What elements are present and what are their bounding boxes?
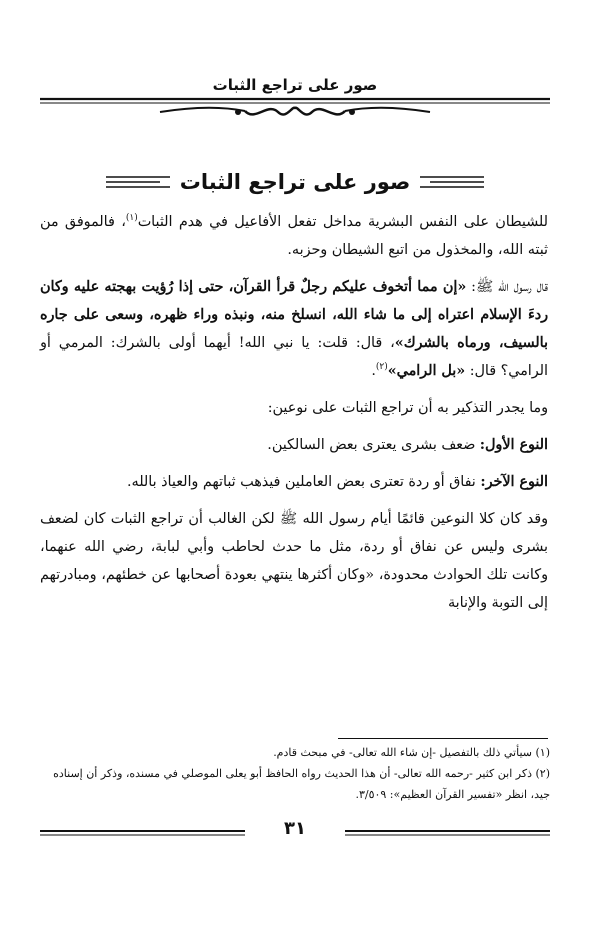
footnotes <box>40 742 550 805</box>
section-title-text: صور على تراجع الثبات <box>179 170 411 194</box>
paragraph-text: للشيطان على النفس البشرية مداخل تفعل الأفاعيل في هدم الثبات <box>137 214 548 230</box>
footnote-separator <box>338 738 548 739</box>
title-ornament-left <box>106 173 170 191</box>
paragraph-text: نفاق أو ردة تعترى بعض العاملين فيذهب ثباتهم والعياذ بالله. <box>126 474 481 490</box>
footnote-ref[interactable]: (٢) <box>375 362 388 373</box>
paragraph <box>40 208 548 264</box>
footnote: (١) سيأتي ذلك بالتفصيل -إن شاء الله تعالى- في مبحث قادم. <box>273 746 550 759</box>
body-text <box>40 208 548 626</box>
page-number: ٣١ <box>245 818 345 839</box>
paragraph-text: ، فالموفق من ثبته الله، والمخذول من اتبع الشيطان وحزبه. <box>40 214 548 258</box>
running-header: صور على تراجع الثبات <box>212 76 378 94</box>
footnote-ref[interactable]: (١) <box>125 213 138 224</box>
paragraph <box>40 468 548 496</box>
paragraph <box>40 431 548 459</box>
header-ornament <box>40 94 550 124</box>
paragraph-text: . <box>371 363 376 379</box>
hadith-answer: «بل الرامي» <box>387 363 466 379</box>
section-title <box>40 162 550 202</box>
paragraph: وقد كان كلا النوعين قائمًا أيام رسول الله ﷺ لكن الغالب أن تراجع الثبات كان لضعف بشرى وليس عن نفاق أو ردة، مثل ما حدث لحاطب وأبي لبابة، رضي الله عنهما، وكانت تلك الحوادث محدودة، «وكان أكثرها ينتهي بعودة أصحابها عن خطئهم، ومبادرتهم إلى التوبة والإنابة <box>40 511 548 611</box>
paragraph-text: قال رسول الله ﷺ: <box>466 279 548 295</box>
hadith-quote: «إن مما أتخوف عليكم رجلٌ قرأ القرآن، حتى إذا رُؤيت بهجته عليه وكان ردءَ الإسلام اعتراه إلى ما شاء الله، انسلخ منه، ونبذه وراء ظهره، وسعى على جاره بالسيف، ورماه بالشرك» <box>40 279 548 351</box>
paragraph <box>40 273 548 385</box>
title-ornament-right <box>420 173 484 191</box>
type-label: النوع الآخر: <box>480 474 548 490</box>
paragraph-text: ، قال: قلت: يا نبي الله! أيهما أولى بالشرك: المرمي أو الرامي؟ قال: <box>40 335 548 379</box>
paragraph-text: ضعف بشرى يعترى بعض السالكين. <box>267 437 480 453</box>
paragraph: وما يجدر التذكير به أن تراجع الثبات على نوعين: <box>267 400 548 416</box>
footnote: (٢) ذكر ابن كثير -رحمه الله تعالى- أن هذا الحديث رواه الحافظ أبو يعلى الموصلي في مسنده، وذكر أن إسناده جيد، انظر «تفسير القرآن العظيم»: ٣/٥٠٩. <box>53 767 550 801</box>
type-label: النوع الأول: <box>479 437 548 453</box>
